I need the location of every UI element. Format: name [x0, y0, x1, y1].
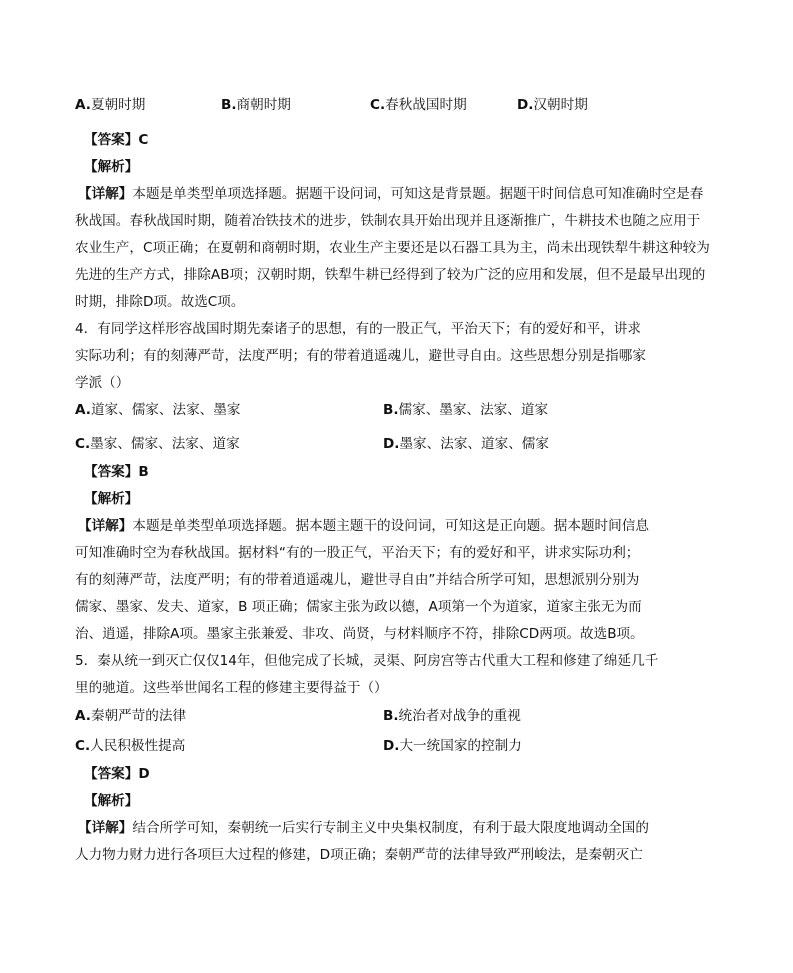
option-text: 墨家、法家、道家、儒家: [399, 436, 549, 452]
q5-option-b: [383, 706, 521, 726]
q5-option-c: [75, 736, 185, 756]
q5-stem-line: 5．秦从统一到灭亡仅仅14年，但他完成了长城，灵渠、阿房宫等古代重大工程和修建了绵延几千: [75, 653, 659, 669]
q4-stem-line: 实际功利；有的刻薄严苛，法度严明；有的带着逍遥魂儿，避世寻自由。这些思想分别是指哪家: [75, 348, 646, 364]
q5-detail-line: 人力物力财力进行各项巨大过程的修建，D项正确；秦朝严苛的法律导致严刑峻法，是秦朝灭亡: [75, 847, 643, 863]
option-key: B.: [221, 97, 237, 113]
q4-option-c: [75, 434, 240, 454]
option-key: C.: [370, 97, 386, 113]
option-key: A.: [75, 97, 91, 113]
q4-detail-line: 有的刻薄严苛，法度严明；有的带着逍遥魂儿，避世寻自由”并结合所学可知，思想派别分别为: [75, 572, 640, 588]
option-text: 墨家、儒家、法家、道家: [90, 436, 240, 452]
option-text: 大一统国家的控制力: [399, 738, 522, 754]
q3-option-a: [75, 95, 145, 115]
answer-value: D: [138, 766, 150, 782]
q3-answer: [84, 130, 148, 150]
q3-option-d: [517, 95, 588, 115]
option-text: 统治者对战争的重视: [398, 708, 521, 724]
q3-detail-line: 先进的生产方式，排除AB项；汉朝时期，铁犁牛耕已经得到了较为广泛的应用和发展，但不是最早出现的: [75, 267, 706, 283]
q4-detail-line: 可知准确时空为春秋战国。据材料“有的一股正气，平治天下；有的爱好和平，讲求实际功利；: [75, 545, 640, 561]
answer-label: 【答案】: [84, 464, 139, 480]
q5-detail-line: 【详解】结合所学可知，秦朝统一后实行专制主义中央集权制度，有利于最大限度地调动全国的: [78, 820, 649, 836]
detail-label: 【详解】: [78, 820, 133, 836]
option-text: 夏朝时期: [90, 97, 146, 113]
q4-detail-line: 治、逍遥，排除A项。墨家主张兼爱、非攻、尚贤，与材料顺序不符，排除CD两项。故选B项。: [75, 626, 644, 642]
q4-detail-line: 儒家、墨家、发夫、道家，B 项正确；儒家主张为政以德，A项第一个为道家，道家主张无为而: [75, 599, 642, 615]
option-key: D.: [383, 436, 400, 452]
q3-analysis-label: 【解析】: [84, 159, 139, 175]
q5-option-d: [383, 736, 522, 756]
answer-value: C: [138, 132, 149, 148]
q5-stem-line: 里的驰道。这些举世闻名工程的修建主要得益于（）: [75, 680, 388, 696]
q4-stem-line: 学派（）: [75, 375, 130, 391]
option-text: 人民积极性提高: [90, 738, 186, 754]
option-text: 汉朝时期: [533, 97, 588, 113]
q4-option-d: [383, 434, 549, 454]
option-key: B.: [383, 708, 399, 724]
option-key: D.: [383, 738, 400, 754]
answer-label: 【答案】: [84, 132, 139, 148]
q4-option-b: [383, 400, 548, 420]
option-text: 道家、儒家、法家、墨家: [90, 402, 241, 418]
q3-detail-line: 农业生产，C项正确；在夏朝和商朝时期，农业生产主要还是以石器工具为主，尚未出现铁犁牛耕这种较为: [75, 240, 710, 256]
q4-answer: [84, 462, 149, 482]
detail-label: 【详解】: [78, 186, 133, 202]
option-text: 秦朝严苛的法律: [90, 708, 187, 724]
answer-label: 【答案】: [84, 766, 139, 782]
q4-stem-line: 4．有同学这样形容战国时期先秦诸子的思想，有的一股正气，平治天下；有的爱好和平，讲求: [75, 321, 641, 337]
option-text: 商朝时期: [236, 97, 291, 113]
option-key: D.: [517, 97, 534, 113]
q3-option-b: [221, 95, 291, 115]
option-key: C.: [75, 738, 91, 754]
q3-option-c: [370, 95, 467, 115]
option-key: B.: [383, 402, 399, 418]
q3-detail-line: 时期，排除D项。故选C项。: [75, 294, 245, 310]
option-key: A.: [75, 402, 91, 418]
option-key: A.: [75, 708, 91, 724]
detail-label: 【详解】: [78, 518, 133, 534]
q4-analysis-label: 【解析】: [84, 491, 139, 507]
q3-detail-line: 【详解】本题是单类型单项选择题。据题干设问词，可知这是背景题。据题干时间信息可知准确时空是春: [78, 186, 704, 202]
option-text: 春秋战国时期: [385, 97, 467, 113]
q4-detail-line: 【详解】本题是单类型单项选择题。据本题主题干的设问词，可知这是正向题。据本题时间信息: [78, 518, 649, 534]
q5-answer: [84, 764, 150, 784]
q5-option-a: [75, 706, 186, 726]
option-key: C.: [75, 436, 91, 452]
answer-value: B: [138, 464, 149, 480]
q3-detail-line: 秋战国。春秋战国时期，随着冶铁技术的进步，铁制农具开始出现并且逐渐推广，牛耕技术也随之应用于: [75, 213, 701, 229]
q5-analysis-label: 【解析】: [84, 793, 139, 809]
option-text: 儒家、墨家、法家、道家: [398, 402, 549, 418]
q4-option-a: [75, 400, 240, 420]
